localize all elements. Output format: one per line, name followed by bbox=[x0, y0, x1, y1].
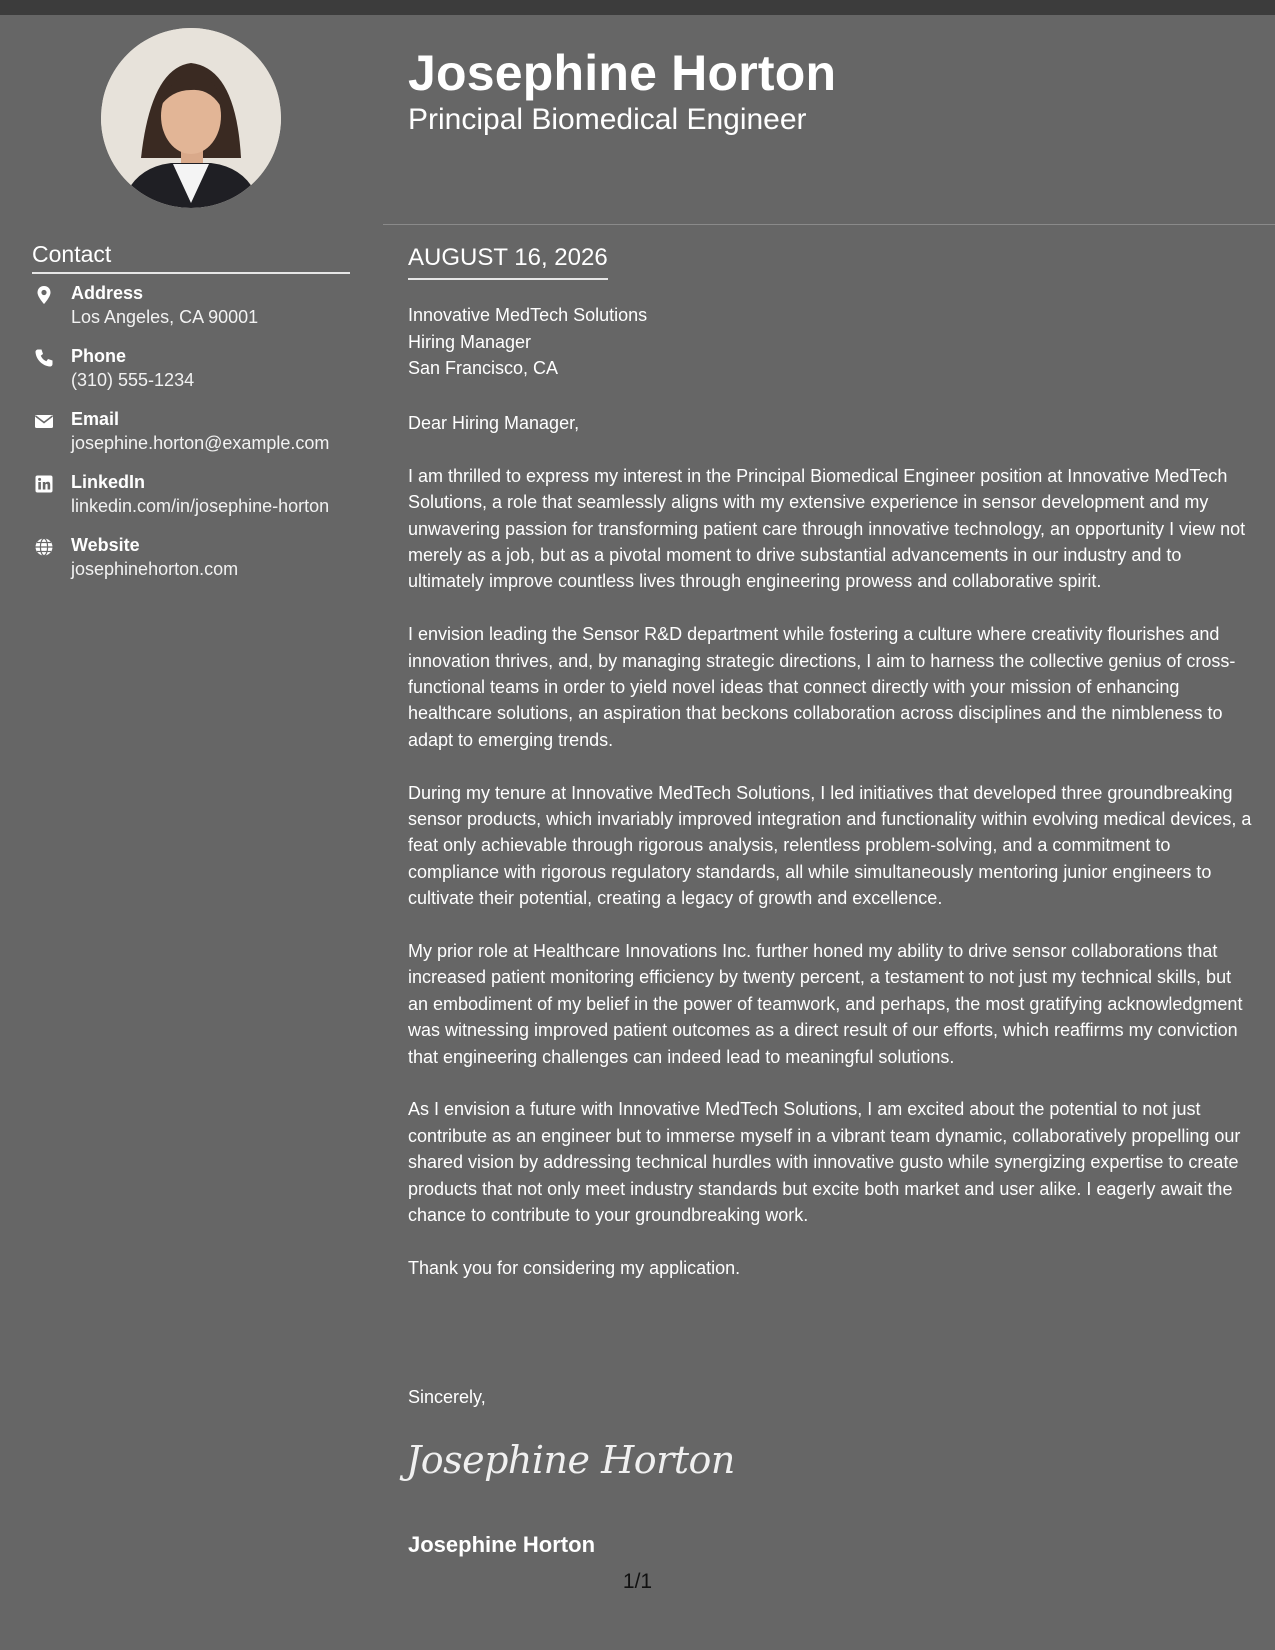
body-paragraph: My prior role at Healthcare Innovations Inc. further honed my ability to drive sensor collaborations that increased patient monitoring efficiency by twenty percent, a testament to not just my technical skills, but an embodiment of my belief in the power of teamwork, and perhaps, the most gratifying acknowledgment was witnessing improved patient outcomes as a direct result of our efforts, which reaffirms my conviction that engineering challenges can indeed lead to meaningful solutions. bbox=[408, 941, 1243, 1067]
contact-address-label: Address bbox=[71, 283, 144, 303]
letter-body bbox=[408, 410, 1253, 1308]
contact-heading: Contact bbox=[32, 241, 350, 274]
contact-email-value[interactable]: josephine.horton@example.com bbox=[71, 433, 330, 453]
envelope-icon bbox=[34, 411, 54, 431]
contact-website-value[interactable]: josephinehorton.com bbox=[71, 559, 239, 579]
signature: Josephine Horton bbox=[406, 1438, 735, 1482]
body-paragraph: I am thrilled to express my interest in the Principal Biomedical Engineer position at Innovative MedTech Solutions, a role that seamlessly aligns with my extensive experience in sensor development and my unwavering passion for transforming patient care through innovative technology, an opportunity I view not merely as a job, but as a pivotal moment to drive substantial advancements in our industry and to ultimately improve countless lives through engineering prowess and collaborative spirit. bbox=[408, 465, 1246, 592]
body-paragraph: During my tenure at Innovative MedTech Solutions, I led initiatives that developed three groundbreaking sensor products, which invariably improved integration and functionality within evolving medical devices, a feat only achievable through rigorous analysis, relentless problem-solving, and a commitment to compliance with rigorous regulatory standards, all while simultaneously mentoring junior engineers to cultivate their potential, creating a legacy of growth and excellence. bbox=[408, 782, 1252, 909]
contact-linkedin bbox=[32, 472, 372, 535]
recipient-location: San Francisco, CA bbox=[408, 358, 559, 378]
linkedin-icon bbox=[34, 474, 54, 494]
body-paragraph: Thank you for considering my application. bbox=[408, 1257, 741, 1278]
body-paragraph: I envision leading the Sensor R&D department while fostering a culture where creativity flourishes and innovation thrives, and, by managing strategic directions, I aim to harness the collective genius of cross-functional teams in order to yield novel ideas that connect directly with your mission of enhancing healthcare solutions, an aspiration that beckons collaboration across disciplines and the nimbleness to adapt to emerging trends. bbox=[408, 624, 1236, 750]
phone-icon bbox=[34, 348, 54, 368]
contact-email-label: Email bbox=[71, 409, 120, 429]
applicant-name: Josephine Horton bbox=[408, 45, 837, 101]
contact-phone bbox=[32, 346, 372, 409]
body-paragraph: As I envision a future with Innovative MedTech Solutions, I am excited about the potential to not just contribute as an engineer but to immerse myself in a vibrant team dynamic, collaboratively propelling our shared vision by addressing technical hurdles with innovative gusto while synergizing expertise to create products that not only meet industry standards but excite both market and user alike. I eagerly await the chance to contribute to your groundbreaking work. bbox=[408, 1099, 1241, 1226]
contact-phone-label: Phone bbox=[71, 346, 127, 366]
letter-date: AUGUST 16, 2026 bbox=[408, 244, 608, 280]
contact-linkedin-value[interactable]: linkedin.com/in/josephine-horton bbox=[71, 496, 330, 516]
contact-website-label: Website bbox=[71, 535, 140, 555]
contact-list bbox=[32, 283, 372, 598]
profile-photo bbox=[101, 28, 281, 208]
globe-icon bbox=[34, 537, 54, 557]
applicant-title: Principal Biomedical Engineer bbox=[408, 103, 807, 136]
recipient-company: Innovative MedTech Solutions bbox=[408, 305, 648, 325]
contact-phone-value: (310) 555-1234 bbox=[71, 370, 195, 390]
top-bar bbox=[0, 0, 1275, 15]
signed-name: Josephine Horton bbox=[408, 1532, 596, 1557]
contact-linkedin-label: LinkedIn bbox=[71, 472, 146, 492]
page-number: 1/1 bbox=[622, 1570, 653, 1593]
header-divider bbox=[383, 224, 1275, 225]
contact-address bbox=[32, 283, 372, 346]
recipient-block bbox=[408, 302, 647, 382]
recipient-role: Hiring Manager bbox=[408, 331, 532, 352]
contact-website bbox=[32, 535, 372, 598]
map-pin-icon bbox=[34, 285, 54, 305]
closing: Sincerely, bbox=[408, 1387, 486, 1407]
contact-address-value: Los Angeles, CA 90001 bbox=[71, 307, 259, 327]
salutation: Dear Hiring Manager, bbox=[408, 413, 580, 433]
contact-email bbox=[32, 409, 372, 472]
sidebar bbox=[0, 15, 383, 1650]
